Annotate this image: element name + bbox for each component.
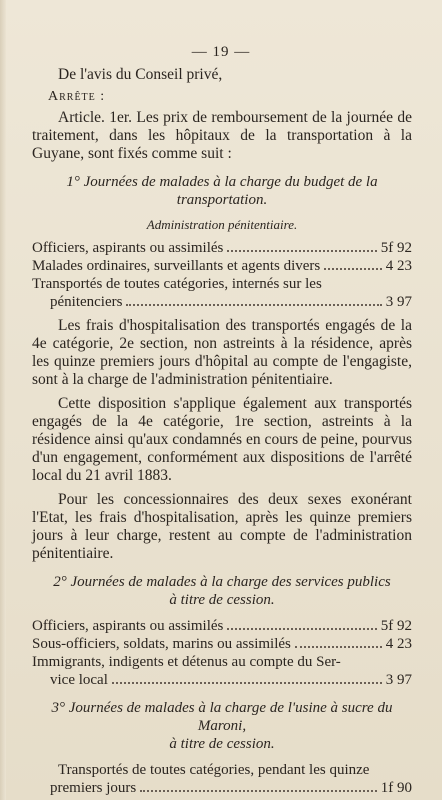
leader-dots: [227, 250, 376, 252]
section2-heading-line2: à titre de cession.: [169, 592, 275, 608]
price-value: 4 23: [385, 258, 412, 274]
page-content: [32, 66, 412, 797]
price-value: 1f 90: [380, 780, 412, 796]
price-row-label-line1: Transportés de toutes catégories, pendant les quinze: [58, 762, 370, 778]
section3-heading-line1: 3° Journées de malades à la charge de l'usine à sucre du Maroni,: [51, 700, 393, 734]
section3-heading: [32, 699, 412, 753]
price-row: [32, 257, 412, 275]
price-row-label: pénitenciers: [50, 294, 123, 310]
price-row: [32, 779, 412, 797]
price-row-multiline: [32, 761, 412, 797]
price-row-multiline: [32, 653, 412, 689]
section1-heading-line2: transportation.: [176, 192, 268, 208]
leader-dots: [126, 304, 381, 306]
price-row: [32, 635, 412, 653]
price-value: 3 97: [385, 672, 412, 688]
price-row: [32, 239, 412, 257]
price-row-label: Officiers, aspirants ou assimilés: [32, 618, 224, 634]
section1-subheading: Administration pénitentiaire.: [146, 217, 298, 232]
price-row-label: premiers jours: [50, 780, 137, 796]
leader-dots: [324, 268, 381, 270]
page-number: — 19 —: [191, 44, 251, 60]
intro-line: De l'avis du Conseil privé,: [58, 66, 223, 83]
paragraph-disposition: Cette disposition s'applique également aux transportés engagés de la 4e catégorie, 1re section, astreints à la résidence ainsi qu'aux condamnés en cours de peine, pourvus d'un engagement, conformément aux dispositions de l'arrêté local du 21 avril 1883.: [32, 395, 412, 484]
price-row-label-line1: Immigrants, indigents et détenus au compte du Ser-: [32, 654, 341, 670]
price-row-label: Sous-officiers, soldats, marins ou assimilés: [32, 636, 291, 652]
leader-dots: [227, 628, 376, 630]
price-row-label: Officiers, aspirants ou assimilés: [32, 240, 224, 256]
article-paragraph: Article. 1er. Les prix de remboursement de la journée de traitement, dans les hôpitaux de la transportation à la Guyane, sont fixés comme suit :: [32, 109, 412, 162]
price-value: 3 97: [385, 294, 412, 310]
arrete-heading: Arrête :: [48, 89, 106, 104]
leader-dots: [295, 646, 382, 648]
section1-heading: [32, 173, 412, 209]
paragraph-hospitalisation: Les frais d'hospitalisation des transportés engagés de la 4e catégorie, 2e section, non astreints à la résidence, après les quinze premiers jours d'hôpital au compte de l'engagiste, sont à la charge de l'administration pénitentiaire.: [32, 317, 412, 388]
paragraph-concessionnaires: Pour les concessionnaires des deux sexes exonérant l'Etat, les frais d'hospitalisation, après les quinze premiers jours à leur charge, restent au compte de l'administration pénitentiaire.: [32, 491, 412, 562]
price-row-multiline: [32, 275, 412, 311]
section2-heading: [32, 573, 412, 609]
section3-heading-line2: à titre de cession.: [169, 736, 275, 752]
price-row: [32, 293, 412, 311]
leader-dots: [140, 790, 377, 792]
price-row: [32, 617, 412, 635]
price-value: 5f 92: [380, 618, 412, 634]
price-row-label-line1: Transportés de toutes catégories, internés sur les: [32, 276, 322, 292]
section1-heading-line1: 1° Journées de malades à la charge du budget de la: [66, 174, 378, 190]
price-row: [32, 671, 412, 689]
section2-heading-line1: 2° Journées de malades à la charge des services publics: [53, 574, 391, 590]
page-edge: [0, 0, 6, 800]
leader-dots: [112, 682, 382, 684]
price-row-label: vice local: [50, 672, 108, 688]
price-value: 4 23: [385, 636, 412, 652]
price-row-label: Malades ordinaires, surveillants et agents divers: [32, 258, 321, 274]
price-value: 5f 92: [380, 240, 412, 256]
